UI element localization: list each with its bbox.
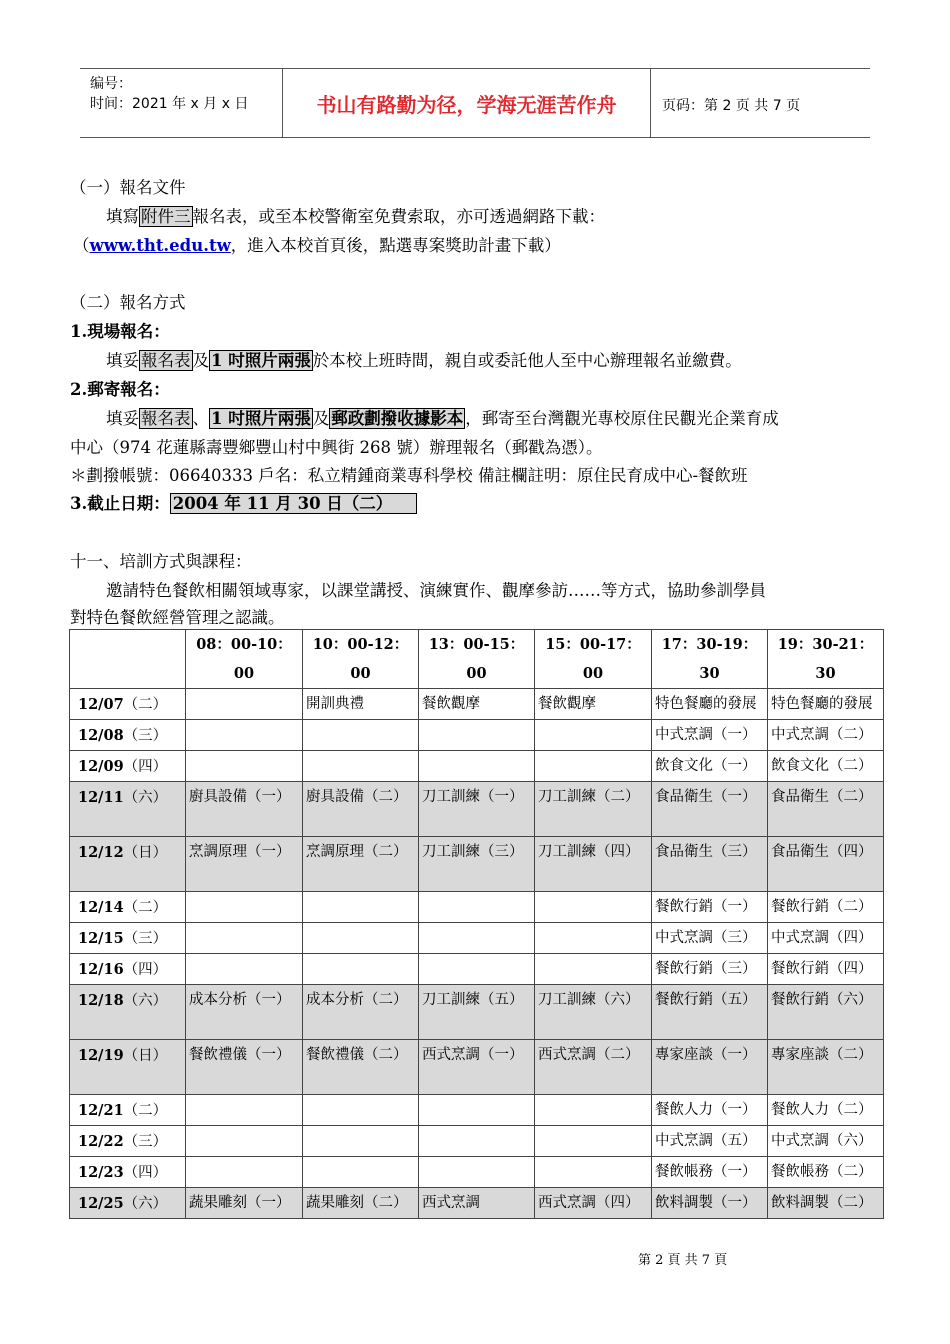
course-cell: 廚具設備（二） <box>303 782 419 837</box>
date-value: 12/25 <box>78 1195 124 1212</box>
date-cell <box>70 985 186 1040</box>
course-cell: 餐飲行銷（六） <box>768 985 884 1040</box>
course-cell: 食品衛生（二） <box>768 782 884 837</box>
course-cell <box>186 689 303 720</box>
date-value: 12/11 <box>78 789 124 806</box>
date-cell <box>70 751 186 782</box>
weekday-value: （六） <box>123 790 168 806</box>
course-cell <box>303 923 419 954</box>
time-slot-header <box>768 630 884 689</box>
date-cell <box>70 1188 186 1219</box>
date-value: 12/21 <box>78 1102 124 1119</box>
item2-pre: 填妥 <box>106 409 139 428</box>
item2-box-photo: 1 吋照片兩張 <box>211 409 311 428</box>
course-cell <box>419 1157 535 1188</box>
date-cell <box>70 689 186 720</box>
weekday-value: （六） <box>123 993 168 1009</box>
course-cell <box>535 720 652 751</box>
date-value: 12/23 <box>78 1164 124 1181</box>
course-cell: 刀工訓練（三） <box>419 837 535 892</box>
deadline-box: 2004 年 11 月 30 日（二） <box>170 493 418 514</box>
weekday-value: （二） <box>123 697 168 713</box>
sec1-line1 <box>106 203 605 227</box>
weekday-value: （四） <box>123 962 168 978</box>
date-value: 12/16 <box>78 961 124 978</box>
table-row <box>70 985 884 1040</box>
course-cell: 烹調原理（一） <box>186 837 303 892</box>
item1-title: 1.現場報名： <box>70 322 170 341</box>
item2-box-form: 報名表 <box>141 409 191 428</box>
course-cell: 飲料調製（一） <box>652 1188 768 1219</box>
course-cell <box>419 1095 535 1126</box>
sec1-heading: （一）報名文件 <box>70 178 186 197</box>
header-motto: 书山有路勤为径，学海无涯苦作舟 <box>283 69 651 137</box>
sec1-line1-post: 報名表，或至本校警衛室免費索取，亦可透過網路下載： <box>192 207 605 226</box>
sec2-heading: （二）報名方式 <box>70 293 186 312</box>
date-cell <box>70 892 186 923</box>
date-value: 12/19 <box>78 1047 124 1064</box>
course-cell: 飲食文化（一） <box>652 751 768 782</box>
course-cell: 餐飲帳務（一） <box>652 1157 768 1188</box>
course-cell: 餐飲禮儀（二） <box>303 1040 419 1095</box>
date-cell <box>70 1040 186 1095</box>
course-cell: 飲料調製（二） <box>768 1188 884 1219</box>
sec1-line2-pre: （ <box>73 236 90 255</box>
item1-box-form: 報名表 <box>141 351 191 370</box>
course-cell <box>419 954 535 985</box>
course-cell <box>186 1157 303 1188</box>
course-cell <box>303 1157 419 1188</box>
page-footer: 第 2 頁 共 7 頁 <box>638 1253 728 1268</box>
table-row <box>70 923 884 954</box>
item2-title: 2.郵寄報名： <box>70 380 170 399</box>
course-cell <box>303 720 419 751</box>
course-cell: 烹調原理（二） <box>303 837 419 892</box>
date-cell <box>70 720 186 751</box>
attachment-box: 附件三 <box>141 207 191 226</box>
sec11-heading: 十一、培訓方式與課程： <box>70 552 252 571</box>
table-row <box>70 782 884 837</box>
course-cell: 餐飲行銷（三） <box>652 954 768 985</box>
sec11-para-line1: 邀請特色餐飲相關領域專家，以課堂講授、演練實作、觀摩參訪……等方式，協助參訓學員 <box>106 581 766 600</box>
item3-line <box>70 490 417 514</box>
course-cell <box>535 923 652 954</box>
time-slot-end: 00 <box>466 665 487 682</box>
item2-address: 中心（974 花蓮縣壽豐鄉豐山村中興街 268 號）辦理報名（郵戳為憑）。 <box>70 438 603 457</box>
time-slot-start: 08：00-10： <box>196 636 292 653</box>
course-cell: 中式烹調（六） <box>768 1126 884 1157</box>
item1-text <box>106 347 742 371</box>
course-cell <box>186 923 303 954</box>
table-row <box>70 892 884 923</box>
table-row <box>70 837 884 892</box>
time-slot-header <box>535 630 652 689</box>
course-cell: 刀工訓練（四） <box>535 837 652 892</box>
course-cell: 餐飲人力（二） <box>768 1095 884 1126</box>
date-value: 12/14 <box>78 899 124 916</box>
course-cell <box>303 954 419 985</box>
course-cell <box>186 954 303 985</box>
header-meta <box>80 69 283 137</box>
item2-sep1: 、 <box>192 409 209 428</box>
date-cell <box>70 1126 186 1157</box>
item1-post: 於本校上班時間，親自或委託他人至中心辦理報名並繳費。 <box>312 351 742 370</box>
website-link[interactable]: www.tht.edu.tw <box>89 236 231 255</box>
time-slot-start: 13：00-15： <box>428 636 525 653</box>
weekday-value: （日） <box>123 845 168 861</box>
course-cell: 餐飲帳務（二） <box>768 1157 884 1188</box>
time-slot-start: 17：30-19： <box>661 636 758 653</box>
date-cell <box>70 782 186 837</box>
weekday-value: （二） <box>123 1103 168 1119</box>
time-slot-header <box>419 630 535 689</box>
item2-text <box>106 405 779 429</box>
course-cell: 西式烹調（二） <box>535 1040 652 1095</box>
course-cell: 刀工訓練（二） <box>535 782 652 837</box>
course-cell: 廚具設備（一） <box>186 782 303 837</box>
course-cell <box>419 892 535 923</box>
weekday-value: （日） <box>123 1048 168 1064</box>
time-slot-end: 00 <box>233 665 255 682</box>
weekday-value: （六） <box>123 1196 168 1212</box>
date-cell <box>70 923 186 954</box>
time-slot-end: 30 <box>699 665 720 682</box>
date-value: 12/22 <box>78 1133 124 1150</box>
course-cell <box>535 954 652 985</box>
course-cell: 餐飲行銷（五） <box>652 985 768 1040</box>
course-cell <box>186 1095 303 1126</box>
item1-mid: 及 <box>192 351 209 370</box>
time-slot-end: 00 <box>350 665 371 682</box>
item1-box-photo: 1 吋照片兩張 <box>211 351 311 370</box>
table-row <box>70 1095 884 1126</box>
table-corner-cell <box>70 630 186 689</box>
time-slot-start: 10：00-12： <box>312 636 409 653</box>
table-row <box>70 751 884 782</box>
course-cell <box>535 892 652 923</box>
table-row <box>70 1126 884 1157</box>
course-cell: 中式烹調（二） <box>768 720 884 751</box>
course-cell: 特色餐廳的發展 <box>768 689 884 720</box>
time-label: 时间：2021 年 x 月 x 日 <box>90 96 249 112</box>
course-cell <box>303 751 419 782</box>
date-value: 12/09 <box>78 758 124 775</box>
course-cell <box>186 751 303 782</box>
course-cell <box>535 1157 652 1188</box>
table-row <box>70 1188 884 1219</box>
table-row <box>70 954 884 985</box>
weekday-value: （四） <box>123 1165 168 1181</box>
course-cell: 刀工訓練（五） <box>419 985 535 1040</box>
course-cell: 蔬果雕刻（二） <box>303 1188 419 1219</box>
weekday-value: （二） <box>123 900 168 916</box>
course-cell: 飲食文化（二） <box>768 751 884 782</box>
weekday-value: （四） <box>123 759 168 775</box>
item1-pre: 填妥 <box>106 351 139 370</box>
course-cell: 中式烹調（四） <box>768 923 884 954</box>
course-cell: 中式烹調（一） <box>652 720 768 751</box>
item2-box-receipt: 郵政劃撥收據影本 <box>331 409 464 428</box>
course-cell <box>186 892 303 923</box>
date-cell <box>70 1157 186 1188</box>
table-row <box>70 1157 884 1188</box>
course-cell: 西式烹調（四） <box>535 1188 652 1219</box>
course-cell: 蔬果雕刻（一） <box>186 1188 303 1219</box>
table-row <box>70 1040 884 1095</box>
weekday-value: （三） <box>123 931 168 947</box>
course-cell: 餐飲觀摩 <box>419 689 535 720</box>
time-slot-end: 00 <box>582 665 604 682</box>
course-cell: 餐飲行銷（二） <box>768 892 884 923</box>
course-cell: 成本分析（一） <box>186 985 303 1040</box>
time-slot-start: 15：00-17： <box>545 636 641 653</box>
course-cell: 餐飲行銷（四） <box>768 954 884 985</box>
course-cell <box>535 751 652 782</box>
time-slot-end: 30 <box>815 665 836 682</box>
course-cell <box>186 1126 303 1157</box>
time-slot-header <box>303 630 419 689</box>
sec1-line2-post: ，進入本校首頁後，點選專案獎助計畫下載） <box>230 236 561 255</box>
course-cell: 專家座談（二） <box>768 1040 884 1095</box>
course-cell: 刀工訓練（六） <box>535 985 652 1040</box>
account-line: ＊劃撥帳號：06640333 戶名：私立精鍾商業專科學校 備註欄註明：原住民育成中心-餐飲班 <box>70 466 748 485</box>
course-cell <box>303 1126 419 1157</box>
course-cell <box>419 1126 535 1157</box>
course-cell: 餐飲人力（一） <box>652 1095 768 1126</box>
sec1-line1-pre: 填寫 <box>106 207 139 226</box>
course-cell <box>419 720 535 751</box>
course-cell: 中式烹調（五） <box>652 1126 768 1157</box>
weekday-value: （三） <box>123 1134 168 1150</box>
header-page-info: 页码：第 2 页 共 7 页 <box>662 98 801 114</box>
table-header-row <box>70 630 884 689</box>
date-cell <box>70 954 186 985</box>
table-row <box>70 689 884 720</box>
time-slot-header <box>186 630 303 689</box>
course-cell <box>535 1126 652 1157</box>
course-cell: 食品衛生（四） <box>768 837 884 892</box>
course-cell: 餐飲禮儀（一） <box>186 1040 303 1095</box>
date-value: 12/07 <box>78 696 124 713</box>
sec11-para-line2: 對特色餐飲經營管理之認識。 <box>70 608 285 627</box>
date-value: 12/15 <box>78 930 124 947</box>
number-label: 编号： <box>90 76 132 92</box>
course-cell: 中式烹調（三） <box>652 923 768 954</box>
weekday-value: （三） <box>123 728 168 744</box>
course-cell: 特色餐廳的發展 <box>652 689 768 720</box>
date-value: 12/08 <box>78 727 124 744</box>
page-header <box>80 68 870 138</box>
date-cell <box>70 1095 186 1126</box>
course-cell <box>535 1095 652 1126</box>
item2-post: ，郵寄至台灣觀光專校原住民觀光企業育成 <box>465 409 779 428</box>
course-cell: 成本分析（二） <box>303 985 419 1040</box>
course-cell: 專家座談（一） <box>652 1040 768 1095</box>
sec1-line2 <box>73 232 561 256</box>
course-cell <box>419 751 535 782</box>
course-cell: 餐飲觀摩 <box>535 689 652 720</box>
course-cell: 食品衛生（三） <box>652 837 768 892</box>
course-cell <box>303 892 419 923</box>
item2-sep2: 及 <box>312 409 330 428</box>
course-cell: 西式烹調（一） <box>419 1040 535 1095</box>
date-cell <box>70 837 186 892</box>
course-cell: 餐飲行銷（一） <box>652 892 768 923</box>
course-cell: 食品衛生（一） <box>652 782 768 837</box>
item3-title: 3.截止日期： <box>70 494 170 513</box>
table-row <box>70 720 884 751</box>
schedule-table <box>69 629 884 1219</box>
date-value: 12/12 <box>78 844 124 861</box>
course-cell <box>186 720 303 751</box>
time-slot-header <box>652 630 768 689</box>
course-cell: 刀工訓練（一） <box>419 782 535 837</box>
time-slot-start: 19：30-21： <box>777 636 874 653</box>
course-cell <box>303 1095 419 1126</box>
course-cell: 西式烹調 <box>419 1188 535 1219</box>
course-cell: 開訓典禮 <box>303 689 419 720</box>
date-value: 12/18 <box>78 992 124 1009</box>
course-cell <box>419 923 535 954</box>
